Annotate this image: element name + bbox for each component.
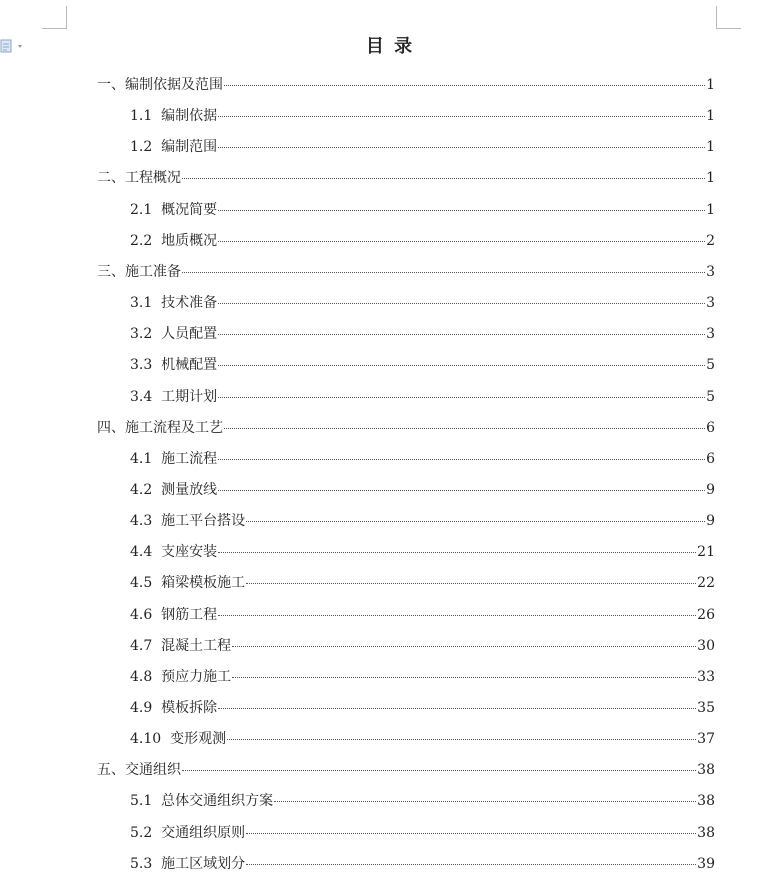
toc-entry-label: 3.3 机械配置: [130, 357, 218, 374]
toc-entry-page-number: 9: [706, 513, 715, 530]
toc-entry-page-number: 1: [706, 77, 715, 93]
toc-entry-page-number: 22: [697, 575, 715, 592]
toc-entry-label: 5.2 交通组织原则: [130, 824, 246, 841]
toc-entry-page-number: 2: [706, 232, 715, 249]
toc-entry-section[interactable]: [130, 293, 715, 313]
toc-dot-leader: [227, 739, 696, 740]
toc-entry-page-number: 1: [706, 108, 715, 125]
toc-dot-leader: [218, 365, 705, 366]
toc-entry-section[interactable]: [130, 636, 715, 656]
toc-dot-leader: [232, 646, 696, 647]
toc-entry-page-number: 6: [706, 450, 715, 467]
toc-entry-label: 4.8 预应力施工: [130, 668, 232, 685]
toc-entry-page-number: 37: [697, 731, 715, 748]
toc-entry-label: 5.3 施工区域划分: [130, 855, 246, 872]
toc-entry-page-number: 38: [697, 762, 715, 779]
toc-entry-label: 四、施工流程及工艺: [97, 419, 223, 436]
toc-entry-page-number: 5: [706, 357, 715, 374]
toc-entry-section[interactable]: [130, 355, 715, 375]
toc-entry-page-number: 30: [697, 637, 715, 654]
toc-entry-section[interactable]: [130, 823, 715, 843]
toc-dot-leader: [218, 552, 696, 553]
toc-entry-section[interactable]: [130, 854, 715, 874]
toc-entry-page-number: 26: [697, 606, 715, 623]
toc-entry-section[interactable]: [130, 573, 715, 593]
toc-dot-leader: [246, 583, 696, 584]
toc-entry-page-number: 39: [697, 855, 715, 872]
toc-entry-label: 4.6 钢筋工程: [130, 606, 218, 623]
toc-entry-page-number: 33: [697, 668, 715, 685]
toc-entry-page-number: 3: [706, 263, 715, 280]
toc-entry-label: 3.1 技术准备: [130, 295, 218, 311]
toc-entry-page-number: 5: [706, 388, 715, 405]
page-corner-mark-right: [716, 6, 741, 29]
toc-entry-chapter[interactable]: [97, 760, 715, 780]
toc-entry-section[interactable]: [130, 106, 715, 126]
toc-entry-label: 2.2 地质概况: [130, 232, 218, 249]
toc-dot-leader: [182, 178, 705, 179]
toc-dot-leader: [224, 428, 705, 429]
toc-entry-label: 3.2 人员配置: [130, 326, 218, 343]
toc-dot-leader: [246, 833, 696, 834]
toc-entry-section[interactable]: [130, 324, 715, 344]
toc-entry-label: 4.3 施工平台搭设: [130, 513, 246, 530]
toc-entry-page-number: 38: [697, 793, 715, 810]
toc-entry-section[interactable]: [130, 200, 715, 220]
toc-entry-label: 1.1 编制依据: [130, 108, 218, 125]
toc-entry-page-number: 9: [706, 481, 715, 498]
toc-entry-label: 4.9 模板拆除: [130, 700, 218, 716]
toc-dot-leader: [218, 615, 696, 616]
toc-dot-leader: [218, 459, 705, 460]
toc-entry-label: 五、交通组织: [97, 762, 181, 779]
toc-dot-leader: [246, 864, 696, 865]
toc-entry-section[interactable]: [130, 449, 715, 469]
toc-dot-leader: [232, 677, 696, 678]
toc-entry-section[interactable]: [130, 137, 715, 157]
toc-dot-leader: [218, 303, 705, 304]
toc-entry-page-number: 3: [706, 326, 715, 343]
toc-entry-section[interactable]: [130, 387, 715, 407]
toc-entry-page-number: 3: [706, 295, 715, 311]
toc-entry-page-number: 1: [706, 201, 715, 218]
toc-entry-chapter[interactable]: [97, 418, 715, 438]
toc-dot-leader: [218, 147, 705, 148]
toc-entry-label: 三、施工准备: [97, 263, 181, 280]
toc-entry-section[interactable]: [130, 231, 715, 251]
toc-dot-leader: [224, 85, 705, 86]
toc-entry-page-number: 6: [706, 419, 715, 436]
toc-entry-label: 3.4 工期计划: [130, 388, 218, 405]
toc-entry-section[interactable]: [130, 667, 715, 687]
toc-entry-label: 一、编制依据及范围: [97, 77, 223, 93]
toc-dot-leader: [182, 770, 696, 771]
toc-dot-leader: [218, 490, 705, 491]
toc-entry-label: 5.1 总体交通组织方案: [130, 793, 274, 810]
toc-entry-label: 4.1 施工流程: [130, 450, 218, 467]
toc-entry-chapter[interactable]: [97, 168, 715, 188]
toc-entry-label: 二、工程概况: [97, 170, 181, 187]
toc-dot-leader: [218, 241, 705, 242]
toc-dot-leader: [218, 210, 705, 211]
toc-entry-chapter[interactable]: [97, 75, 715, 95]
toc-entry-label: 4.10 变形观测: [130, 731, 227, 748]
toc-entry-section[interactable]: [130, 542, 715, 562]
toc-dot-leader: [182, 272, 705, 273]
toc-entry-label: 4.7 混凝土工程: [130, 637, 232, 654]
toc-dot-leader: [218, 334, 705, 335]
toc-entry-section[interactable]: [130, 698, 715, 718]
toc-entry-label: 4.4 支座安装: [130, 544, 218, 561]
toc-entry-page-number: 35: [697, 700, 715, 716]
toc-entry-section[interactable]: [130, 791, 715, 811]
page-corner-mark-left: [42, 6, 67, 29]
toc-entry-label: 2.1 概况简要: [130, 201, 218, 218]
toc-entry-page-number: 38: [697, 824, 715, 841]
toc-dot-leader: [218, 397, 705, 398]
toc-entry-section[interactable]: [130, 511, 715, 531]
toc-entry-label: 4.5 箱梁模板施工: [130, 575, 246, 592]
toc-entry-page-number: 1: [706, 170, 715, 187]
toc-entry-label: 4.2 测量放线: [130, 481, 218, 498]
toc-entry-section[interactable]: [130, 729, 715, 749]
toc-dot-leader: [218, 116, 705, 117]
toc-entry-page-number: 1: [706, 139, 715, 156]
toc-dot-leader: [274, 801, 696, 802]
toc-title: 目 录: [365, 36, 415, 57]
toc-entry-page-number: 21: [697, 544, 715, 561]
toc-dot-leader: [218, 708, 696, 709]
toc-entry-label: 1.2 编制范围: [130, 139, 218, 156]
toc-entry-chapter[interactable]: [97, 262, 715, 282]
toc-dot-leader: [246, 521, 705, 522]
toc-entry-section[interactable]: [130, 605, 715, 625]
toc-entry-section[interactable]: [130, 480, 715, 500]
